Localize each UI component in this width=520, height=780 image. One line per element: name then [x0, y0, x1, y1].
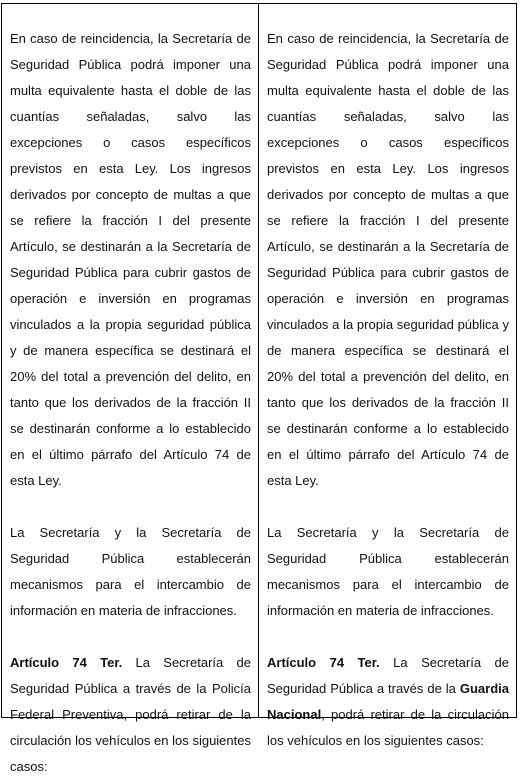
right-article-text-b: , podrá retirar de la circulación los vehículos en los siguientes casos: — [267, 707, 509, 748]
left-column — [2, 4, 259, 774]
right-paragraph-2: La Secretaría y la Secretaría de Seguridad Pública establecerán mecanismos para el intercambio de información en materia de infracciones. — [267, 525, 509, 618]
right-article-text-a: La Secretaría de Seguridad Pública a través de la — [267, 655, 509, 696]
right-article-bold: Guardia Nacional — [267, 681, 509, 722]
right-paragraph-1: En caso de reincidencia, la Secretaría de Seguridad Pública podrá imponer una multa equivalente hasta el doble de las cuantías señaladas, salvo las excepciones o casos específicos previstos en esta Ley. Los ingresos derivados por concepto de multas a que se refiere la fracción I del presente Artículo, se destinarán a la Secretaría de Seguridad Pública para cubrir gastos de operación e inversión en programas vinculados a la propia seguridad pública y de manera específica se destinará el 20% del total a prevención del delito, en tanto que los derivados de la fracción II se destinarán conforme a lo establecido en el último párrafo del Artículo 74 de esta Ley. — [267, 31, 509, 488]
paragraph-gap — [267, 624, 509, 650]
comparison-table — [1, 3, 517, 774]
left-article-text: La Secretaría de Seguridad Pública a través de la Policía Federal Preventiva, podrá retirar de la circulación los vehículos en los siguientes casos: — [10, 655, 251, 774]
right-column — [259, 4, 516, 748]
right-paragraph-3 — [267, 650, 509, 754]
left-paragraph-1: En caso de reincidencia, la Secretaría de Seguridad Pública podrá imponer una multa equivalente hasta el doble de las cuantías señaladas, salvo las excepciones o casos específicos previstos en esta Ley. Los ingresos derivados por concepto de multas a que se refiere la fracción I del presente Artículo, se destinarán a la Secretaría de Seguridad Pública para cubrir gastos de operación e inversión en programas vinculados a la propia seguridad pública y de manera específica se destinará el 20% del total a prevención del delito, en tanto que los derivados de la fracción II se destinarán conforme a lo establecido en el último párrafo del Artículo 74 de esta Ley. — [10, 31, 251, 488]
paragraph-gap — [267, 494, 509, 520]
right-article-heading: Artículo 74 Ter. — [267, 655, 380, 670]
paragraph-gap — [10, 624, 251, 650]
left-paragraph-2: La Secretaría y la Secretaría de Seguridad Pública establecerán mecanismos para el intercambio de información en materia de infracciones. — [10, 525, 251, 618]
paragraph-gap — [10, 494, 251, 520]
left-article-heading: Artículo 74 Ter. — [10, 655, 123, 670]
left-paragraph-3 — [10, 650, 251, 780]
